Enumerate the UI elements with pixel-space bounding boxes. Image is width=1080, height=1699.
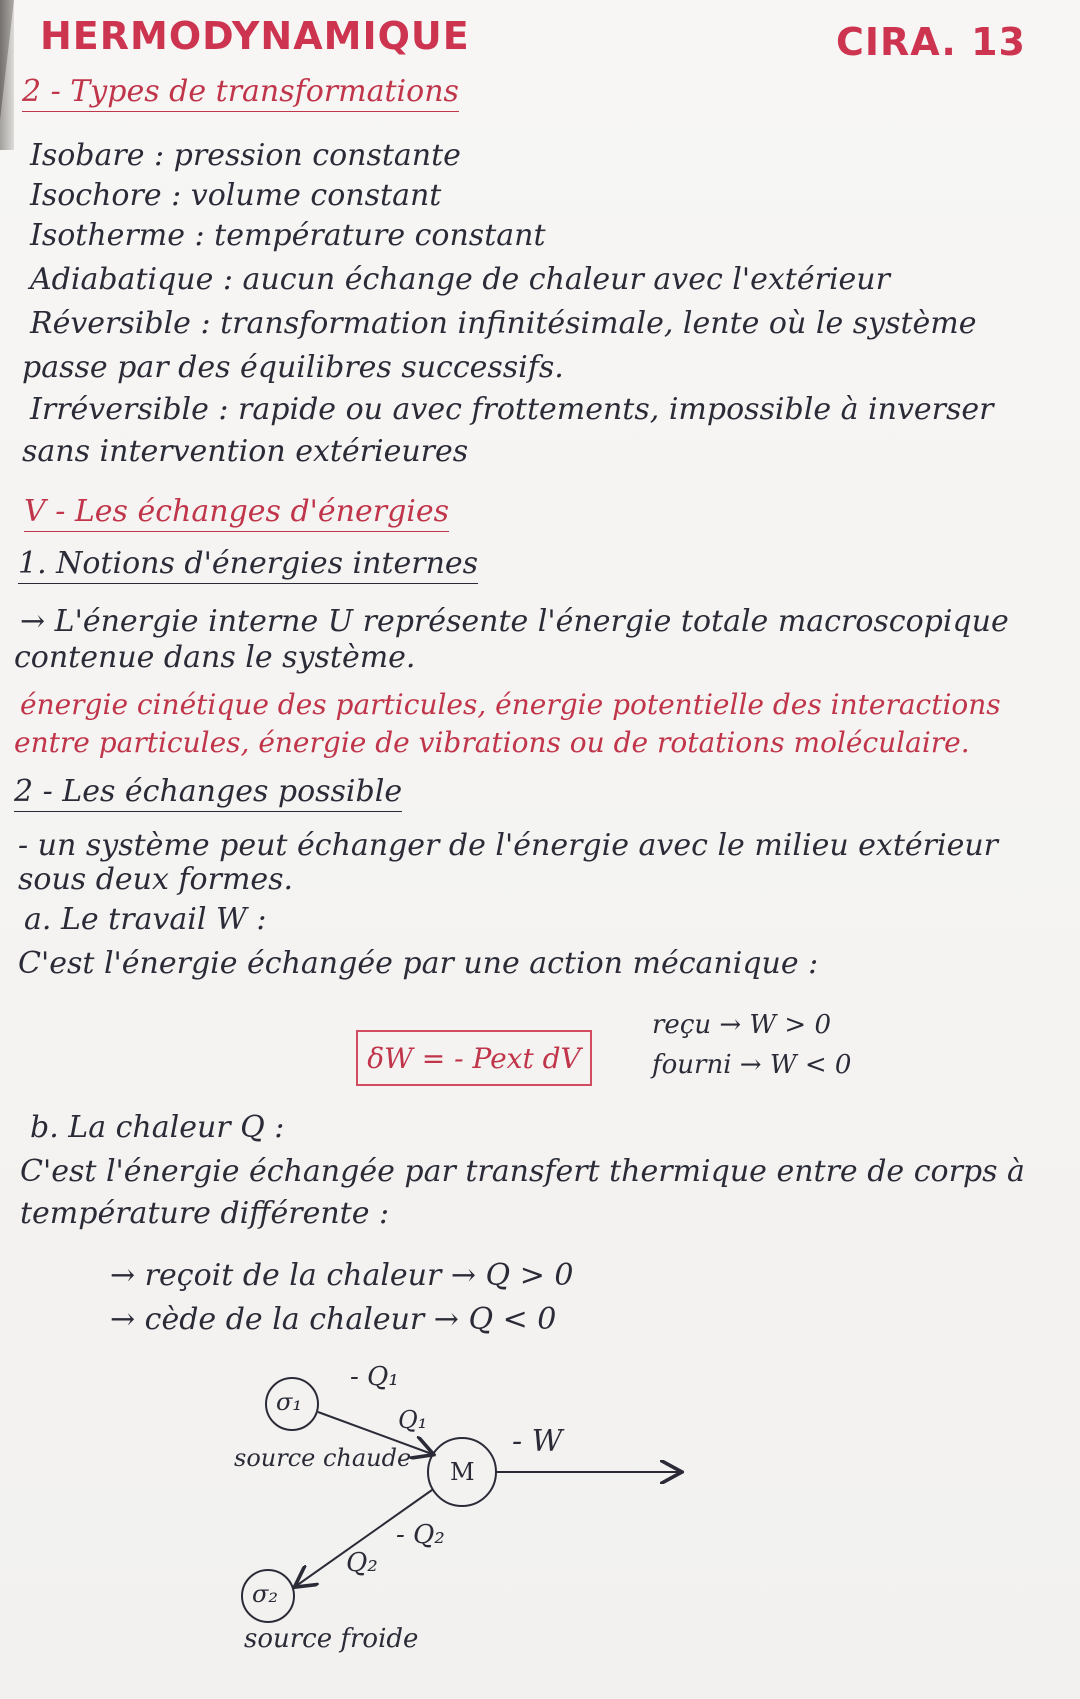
- sigma2-label: σ₂: [252, 1580, 279, 1608]
- q2-label: Q₂: [346, 1548, 378, 1578]
- subsection-heading: 2 - Les échanges possible: [14, 774, 402, 812]
- q1-neg-label: - Q₁: [350, 1362, 399, 1392]
- heat-definition: température différente :: [20, 1196, 390, 1231]
- heat-sign-given: → cède de la chaleur → Q < 0: [110, 1302, 557, 1337]
- machine-label: M: [450, 1458, 475, 1486]
- page-tag: CIRA. 13: [836, 20, 1026, 64]
- list-item: sans intervention extérieures: [22, 434, 469, 469]
- paragraph-line: contenue dans le système.: [14, 640, 416, 675]
- paragraph-line: énergie cinétique des particules, énergie potentielle des interactions: [20, 688, 1001, 721]
- list-item: Adiabatique : aucun échange de chaleur avec l'extérieur: [30, 262, 890, 297]
- paragraph-line: entre particules, énergie de vibrations ou de rotations moléculaire.: [14, 726, 970, 759]
- heat-title: b. La chaleur Q :: [30, 1110, 285, 1145]
- list-item: passe par des équilibres successifs.: [22, 350, 564, 385]
- paragraph-line: sous deux formes.: [18, 862, 294, 897]
- paragraph-line: - un système peut échanger de l'énergie avec le milieu extérieur: [18, 828, 999, 863]
- page-title: HERMODYNAMIQUE: [40, 14, 470, 58]
- cold-source-label: source froide: [244, 1624, 419, 1654]
- work-definition: C'est l'énergie échangée par une action mécanique :: [18, 946, 819, 981]
- paragraph-line: → L'énergie interne U représente l'énergie totale macroscopique: [20, 604, 1009, 639]
- list-item: Isochore : volume constant: [30, 178, 442, 213]
- subsection-heading: 1. Notions d'énergies internes: [18, 546, 478, 584]
- section-heading: V - Les échanges d'énergies: [24, 494, 449, 532]
- heat-definition: C'est l'énergie échangée par transfert thermique entre de corps à: [20, 1154, 1025, 1189]
- sign-supplied: fourni → W < 0: [652, 1050, 852, 1080]
- q2-neg-label: - Q₂: [396, 1520, 445, 1550]
- section-heading: 2 - Types de transformations: [22, 74, 459, 112]
- sigma1-label: σ₁: [276, 1388, 303, 1416]
- work-neg-label: - W: [512, 1424, 563, 1459]
- heat-sign-received: → reçoit de la chaleur → Q > 0: [110, 1258, 574, 1293]
- work-title: a. Le travail W :: [24, 902, 267, 937]
- sign-received: reçu → W > 0: [652, 1010, 832, 1040]
- hot-source-label: source chaude: [234, 1444, 412, 1472]
- list-item: Isobare : pression constante: [30, 138, 461, 173]
- q1-label: Q₁: [398, 1406, 428, 1434]
- list-item: Irréversible : rapide ou avec frottements, impossible à inverser: [30, 392, 994, 427]
- list-item: Isotherme : température constant: [30, 218, 546, 253]
- work-formula: δW = - Pext dV: [367, 1041, 581, 1075]
- list-item: Réversible : transformation infinitésimale, lente où le système: [30, 306, 977, 341]
